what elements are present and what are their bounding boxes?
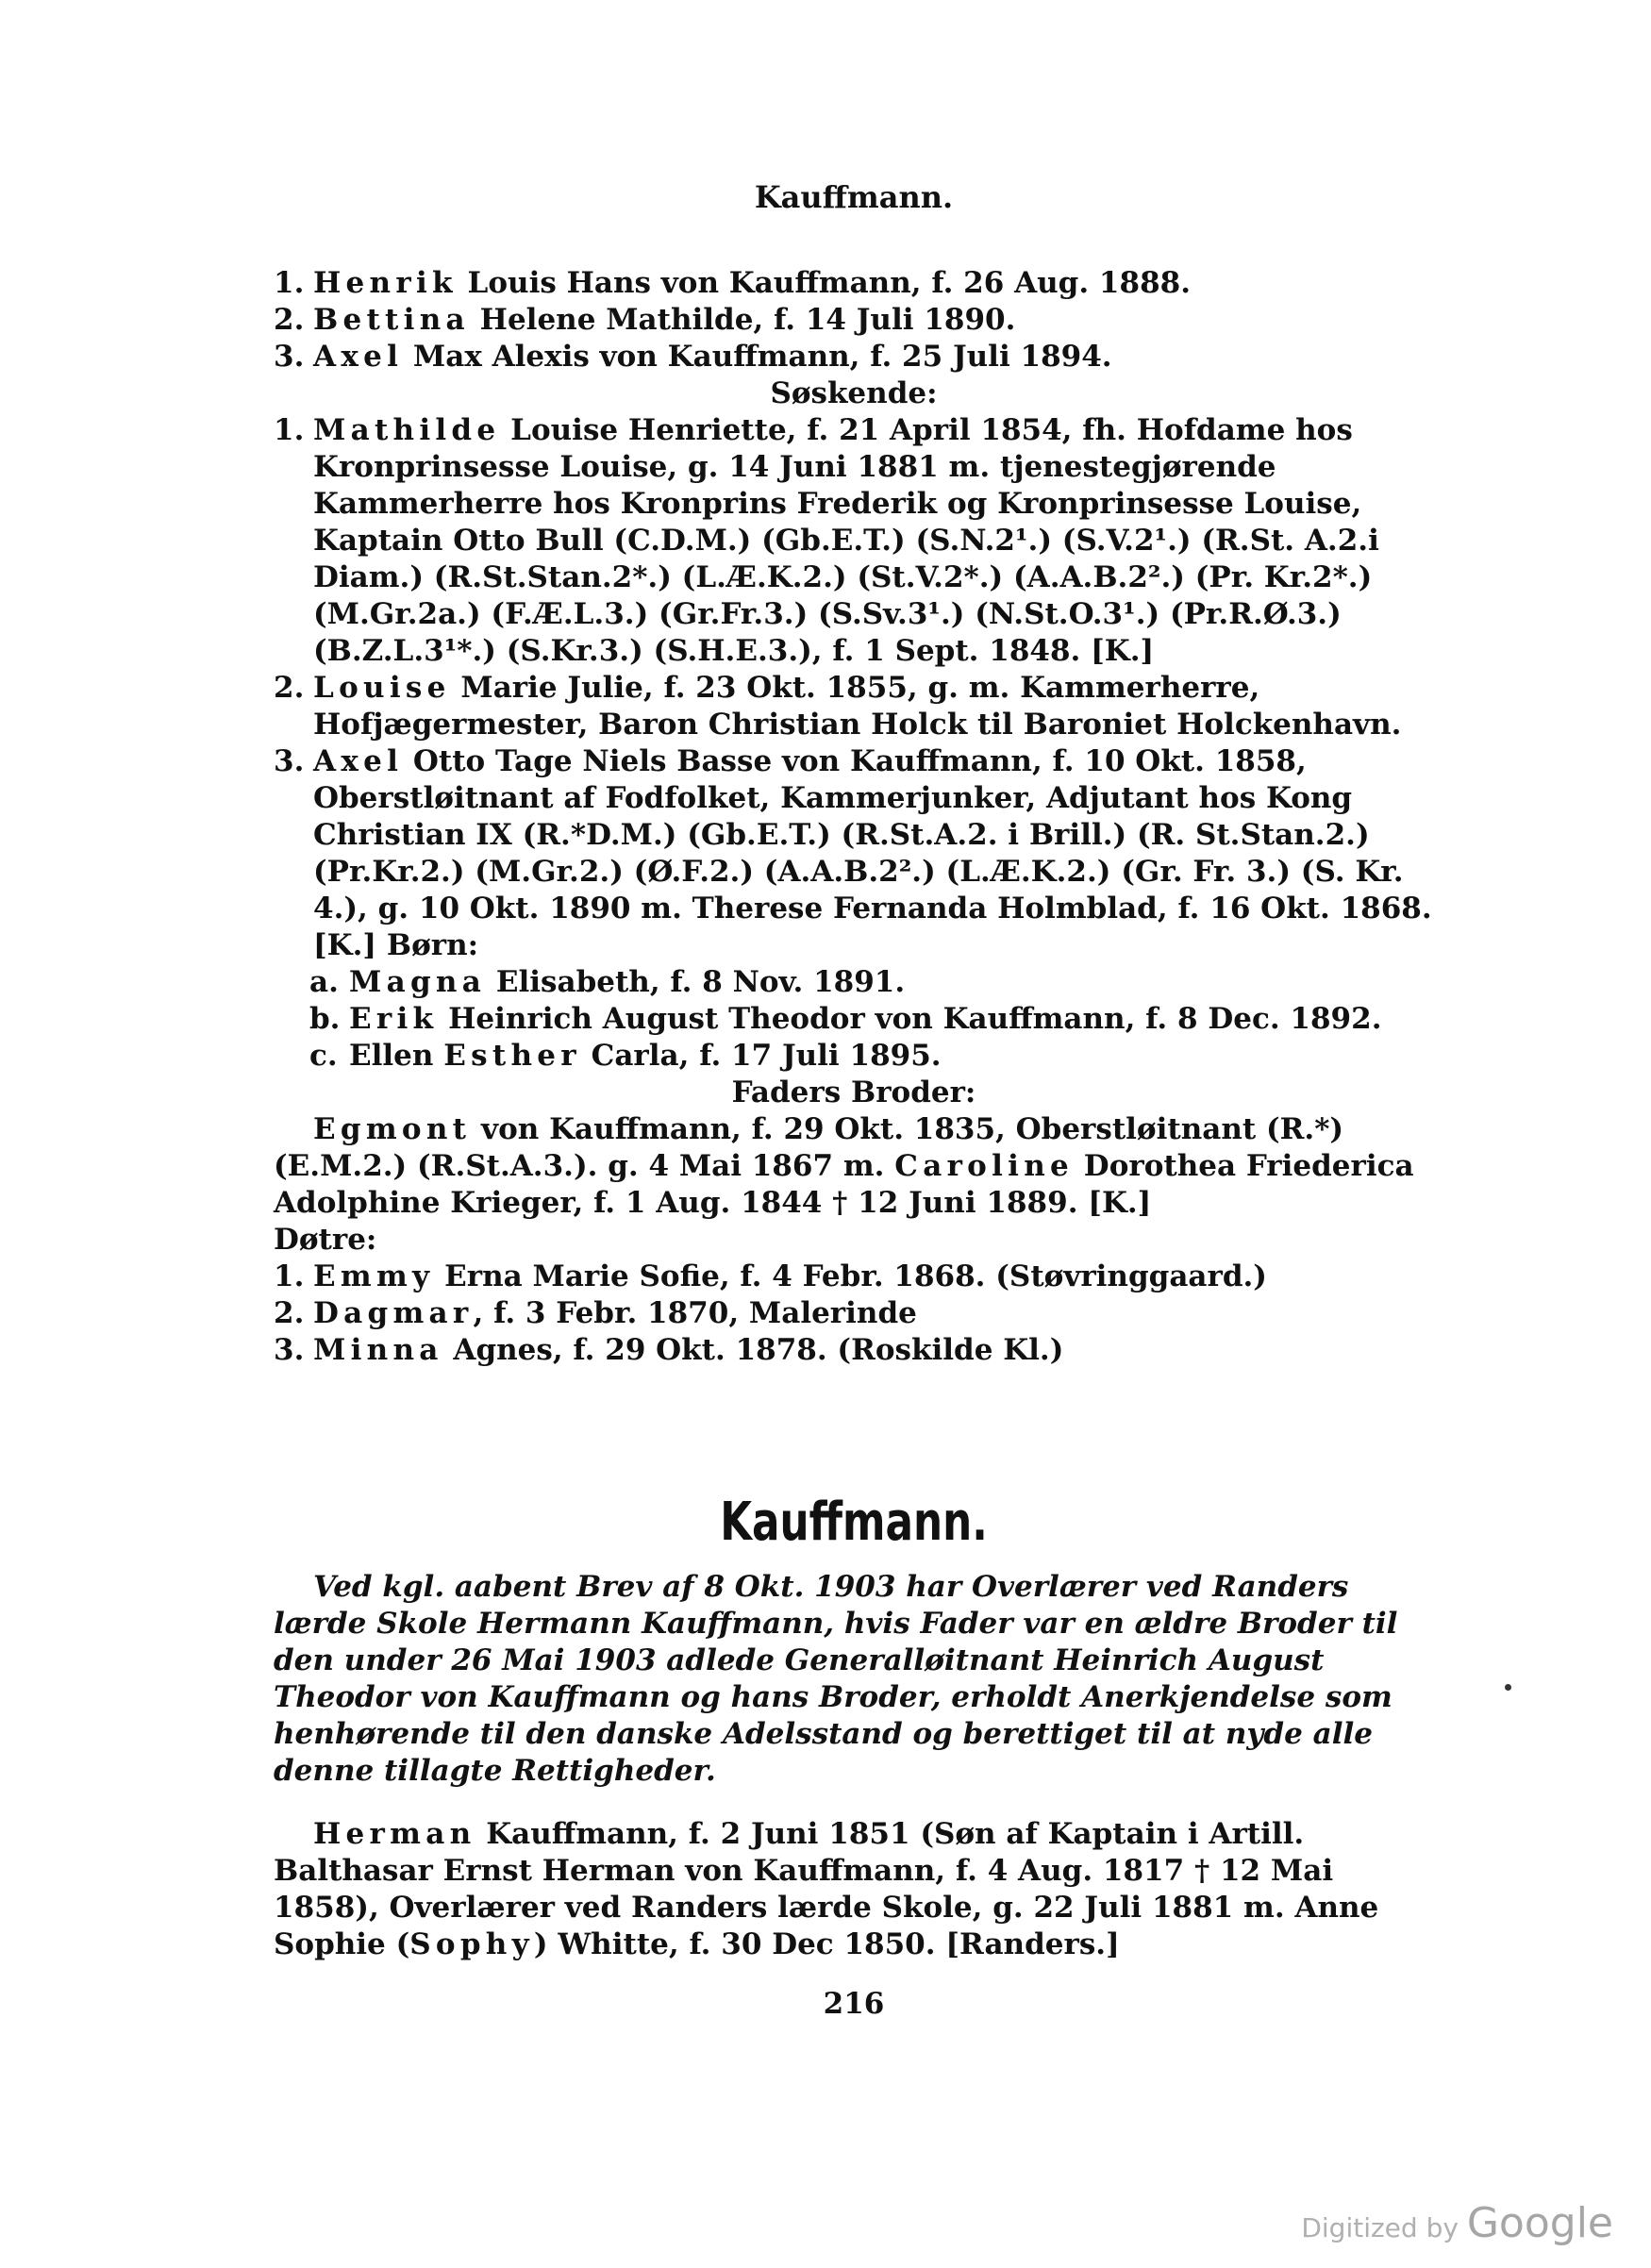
entry-name: Axel bbox=[313, 744, 404, 778]
entry-name: Mathilde bbox=[313, 413, 501, 447]
section-title: Kauffmann. bbox=[720, 1492, 988, 1553]
entry-text: Erna Marie Sofie, f. 4 Febr. 1868. (Støvringgaard.) bbox=[434, 1259, 1267, 1293]
spouse-name: Caroline bbox=[894, 1149, 1075, 1183]
entry-name: Louise bbox=[313, 671, 451, 705]
section-intro: Ved kgl. aabent Brev af 8 Okt. 1903 har Overlærer ved Randers lærde Skole Hermann Kauffmann, hvis Fader var en ældre Broder til den under 26 Mai 1903 adlede Generalløitnant Heinrich August Theodor von Kauffmann og hans Broder, erholdt Anerkjendelse som henhørende til den danske Adelsstand og berettiget til at nyde alle denne tillagte Rettigheder. bbox=[274, 1570, 1398, 1788]
entry-name: Minna bbox=[313, 1333, 443, 1367]
entry-text: Heinrich August Theodor von Kauffmann, f. 8 Dec. 1892. bbox=[438, 1002, 1382, 1036]
entry-name: Erik bbox=[349, 1002, 439, 1036]
entry-number: 2. bbox=[274, 671, 305, 705]
footer-prefix: Digitized by bbox=[1301, 2212, 1467, 2243]
entry-number: 1. bbox=[274, 266, 305, 300]
page-header: Kauffmann. bbox=[754, 179, 954, 215]
entry-text: Carla, f. 17 Juli 1895. bbox=[580, 1039, 942, 1073]
grandchild-entry-b bbox=[274, 1001, 1434, 1038]
daughter-entry-2 bbox=[274, 1295, 1434, 1332]
entry-text: Kauffmann, f. 2 Juni 1851 (Søn af Kaptain i Artill. Balthasar Ernst Herman von Kauffmann, f. 4 Aug. 1817 † 12 Mai 1858), Overlærer ved Randers lærde Skole, g. 22 Juli 1881 m. Anne Sophie ( bbox=[274, 1817, 1379, 1961]
daughters-heading: Døtre: bbox=[274, 1223, 377, 1257]
entry-number: 3. bbox=[274, 1333, 305, 1367]
entry-text: Agnes, f. 29 Okt. 1878. (Roskilde Kl.) bbox=[442, 1333, 1064, 1367]
entry-text: von Kauffmann, f. 29 Okt. 1835, Oberstløitnant (R.*) (E.M.2.) (R.St.A.3.). g. 4 Mai 1867 m. bbox=[274, 1112, 1344, 1183]
daughters-list bbox=[274, 1259, 1434, 1369]
page-number: 216 bbox=[823, 1987, 885, 2021]
entry-text: Helene Mathilde, f. 14 Juli 1890. bbox=[469, 303, 1016, 337]
siblings-heading: Søskende: bbox=[770, 376, 938, 410]
grandchild-entry-c bbox=[274, 1038, 1434, 1075]
nickname: Sophy bbox=[409, 1927, 534, 1961]
entry-name: Magna bbox=[349, 965, 487, 999]
entry-name: Axel bbox=[313, 340, 404, 374]
entry-text: Louise Henriette, f. 21 April 1854, fh. Hofdame hos Kronprinsesse Louise, g. 14 Juni 1881 m. tjenestegjørende Kammerherre hos Kronprins Frederik og Kronprinsesse Louise, Kaptain Otto Bull (C.D.M.) (Gb.E.T.) (S.N.2¹.) (S.V.2¹.) (R.St. A.2.i Diam.) (R.St.Stan.2*.) (L.Æ.K.2.) (St.V.2*.) (A.A.B.2².) (Pr. Kr.2*.) (M.Gr.2a.) (F.Æ.L.3.) (Gr.Fr.3.) (S.Sv.3¹.) (N.St.O.3¹.) (Pr.R.Ø.3.) (B.Z.L.3¹*.) (S.Kr.3.) (S.H.E.3.), f. 1 Sept. 1848. [K.] bbox=[313, 413, 1379, 668]
child-entry-3 bbox=[274, 339, 1434, 375]
entry-name: Herman bbox=[313, 1817, 476, 1851]
entry-text: Elisabeth, f. 8 Nov. 1891. bbox=[486, 965, 906, 999]
entry-name: Henrik bbox=[313, 266, 458, 300]
page-content bbox=[274, 179, 1434, 2023]
daughter-entry-3 bbox=[274, 1332, 1434, 1369]
grandchild-entry-a bbox=[274, 964, 1434, 1001]
entry-name: Esther bbox=[443, 1039, 581, 1073]
entry-text-2: ) Whitte, f. 30 Dec 1850. [Randers.] bbox=[533, 1927, 1120, 1961]
entry-name: Emmy bbox=[313, 1259, 435, 1293]
entry-text: Max Alexis von Kauffmann, f. 25 Juli 1894. bbox=[403, 340, 1112, 374]
entry-number: 1. bbox=[274, 413, 305, 447]
entry-number: 3. bbox=[274, 744, 305, 778]
entry-name: Bettina bbox=[313, 303, 470, 337]
entry-prefix: Ellen bbox=[349, 1039, 444, 1073]
entry-number: 2. bbox=[274, 1296, 305, 1330]
sibling-entry-1 bbox=[274, 412, 1434, 670]
google-logo: Google bbox=[1466, 2199, 1613, 2247]
entry-text: , f. 3 Febr. 1870, Malerinde bbox=[473, 1296, 917, 1330]
entry-number: 1. bbox=[274, 1259, 305, 1293]
siblings-list bbox=[274, 412, 1434, 1075]
entry-letter: b. bbox=[309, 1002, 341, 1036]
entry-number: 3. bbox=[274, 340, 305, 374]
uncle-heading: Faders Broder: bbox=[731, 1076, 976, 1109]
entry-letter: a. bbox=[309, 965, 339, 999]
digitized-footer bbox=[1301, 2199, 1613, 2247]
child-entry-1 bbox=[274, 265, 1434, 302]
sibling-entry-3 bbox=[274, 743, 1434, 964]
entry-number: 2. bbox=[274, 303, 305, 337]
entry-text: Marie Julie, f. 23 Okt. 1855, g. m. Kammerherre, Hofjægermester, Baron Christian Holck til Baroniet Holckenhavn. bbox=[313, 671, 1402, 742]
entry-name: Dagmar bbox=[313, 1296, 474, 1330]
entry-letter: c. bbox=[309, 1039, 338, 1073]
herman-entry bbox=[274, 1816, 1434, 1963]
child-entry-2 bbox=[274, 302, 1434, 339]
entry-name: Egmont bbox=[313, 1112, 472, 1146]
children-list bbox=[274, 265, 1434, 375]
entry-text: Otto Tage Niels Basse von Kauffmann, f. 10 Okt. 1858, Oberstløitnant af Fodfolket, Kammerjunker, Adjutant hos Kong Christian IX (R.*D.M.) (Gb.E.T.) (R.St.A.2. i Brill.) (R. St.Stan.2.) (Pr.Kr.2.) (M.Gr.2.) (Ø.F.2.) (A.A.B.2².) (L.Æ.K.2.) (Gr. Fr. 3.) (S. Kr. 4.), g. 10 Okt. 1890 m. Therese Fernanda Holmblad, f. 16 Okt. 1868. [K.] Børn: bbox=[313, 744, 1432, 962]
daughter-entry-1 bbox=[274, 1259, 1434, 1295]
uncle-entry bbox=[274, 1111, 1434, 1222]
sibling-entry-2 bbox=[274, 670, 1434, 743]
scan-speck bbox=[1505, 1684, 1511, 1691]
entry-text-2: Dorothea Friederica Adolphine Krieger, f. 1 Aug. 1844 † 12 Juni 1889. [K.] bbox=[274, 1149, 1414, 1220]
entry-text: Louis Hans von Kauffmann, f. 26 Aug. 1888. bbox=[457, 266, 1192, 300]
